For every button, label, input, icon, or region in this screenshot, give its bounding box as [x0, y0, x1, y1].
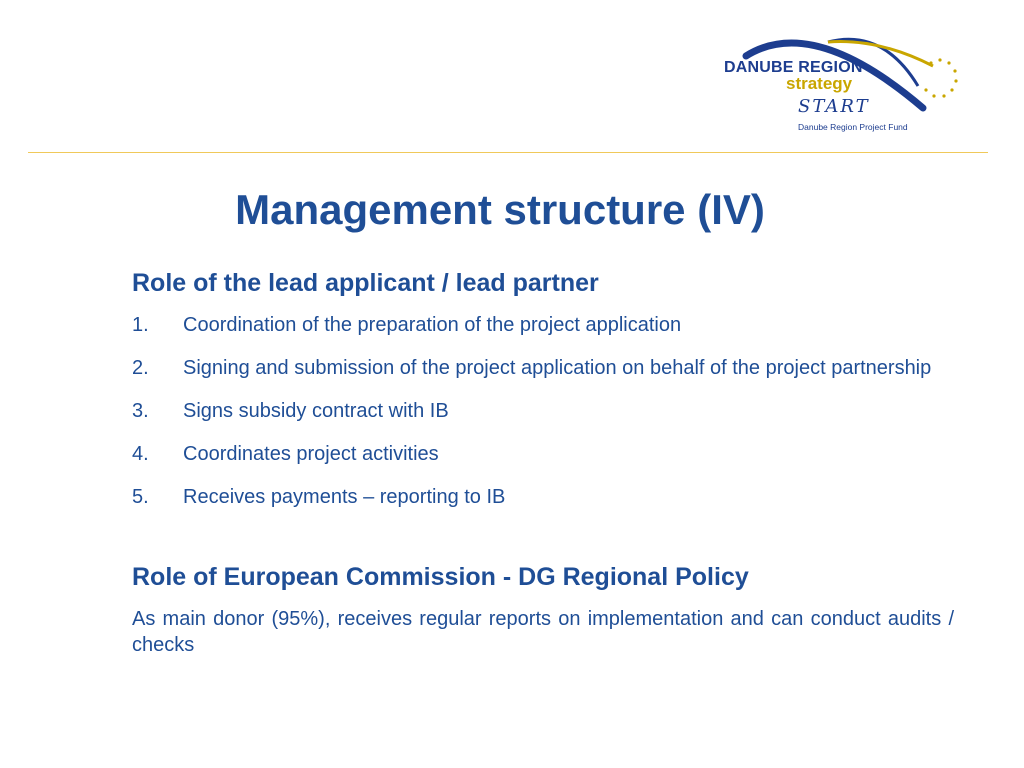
- list-item: [132, 312, 954, 338]
- lead-applicant-role-list: [132, 312, 954, 510]
- section-heading-european-commission: Role of European Commission - DG Regional Policy: [132, 563, 749, 591]
- list-item-text: Coordination of the preparation of the project application: [183, 314, 682, 336]
- list-item-number: 4.: [132, 443, 149, 465]
- list-item-number: 5.: [132, 486, 149, 508]
- logo-text-danube-region: DANUBE REGION: [724, 59, 863, 76]
- list-item: [132, 484, 954, 510]
- list-item-number: 1.: [132, 314, 149, 336]
- list-item-text: Receives payments – reporting to IB: [183, 486, 506, 508]
- logo-text-fund: Danube Region Project Fund: [798, 122, 908, 132]
- slide-title: Management structure (IV): [235, 186, 765, 233]
- list-item: [132, 441, 954, 467]
- slide-content: [132, 266, 954, 658]
- list-item-number: 2.: [132, 357, 149, 379]
- section-heading-lead-applicant: Role of the lead applicant / lead partner: [132, 269, 599, 297]
- list-item-text: Signs subsidy contract with IB: [183, 400, 449, 422]
- header-divider: [28, 152, 988, 153]
- danube-region-logo: [718, 26, 968, 136]
- list-item-text: Coordinates project activities: [183, 443, 439, 465]
- logo-text-strategy: strategy: [786, 74, 853, 93]
- list-item: [132, 355, 954, 381]
- list-item-text: Signing and submission of the project application on behalf of the project partnership: [183, 357, 932, 379]
- european-commission-role-text: As main donor (95%), receives regular reports on implementation and can conduct audits / checks: [132, 608, 954, 656]
- list-item-number: 3.: [132, 400, 149, 422]
- list-item: [132, 398, 954, 424]
- logo-text-start: START: [798, 96, 870, 117]
